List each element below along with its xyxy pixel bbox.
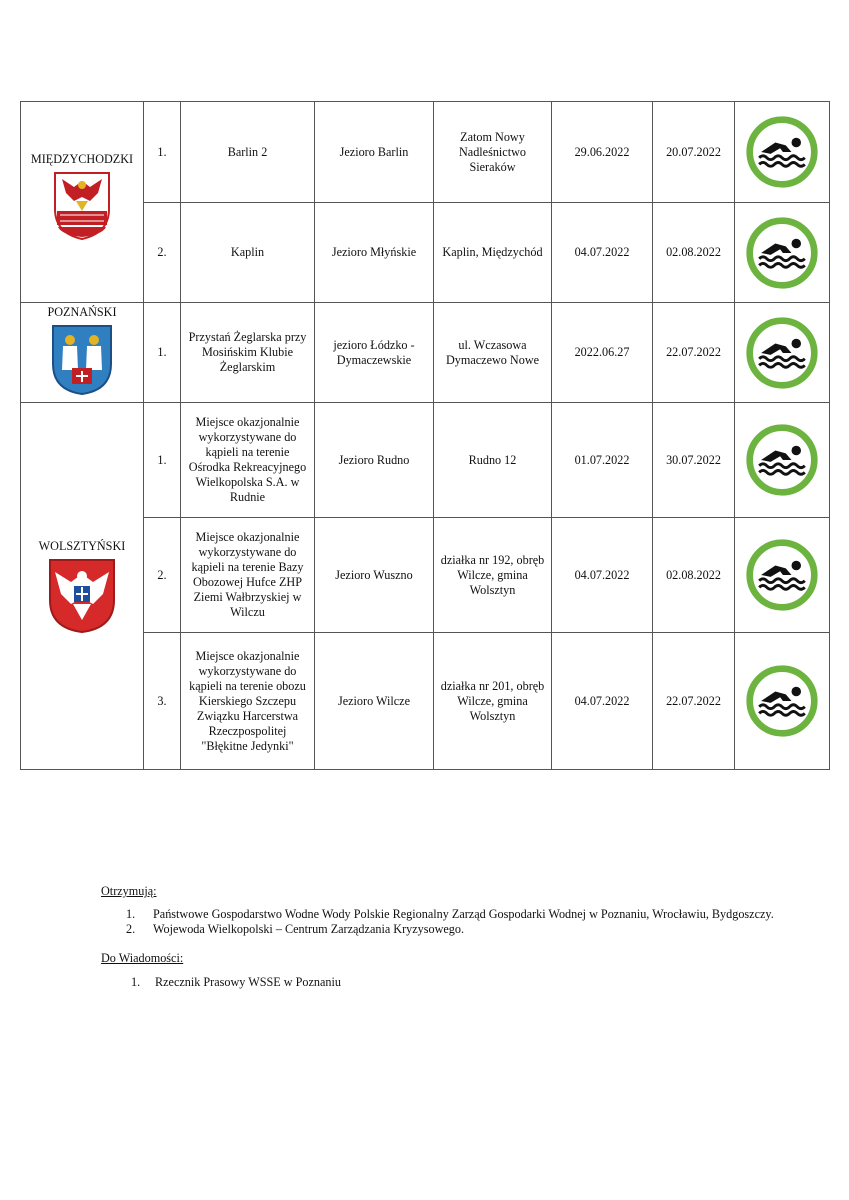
- row-number: 1.: [144, 403, 181, 518]
- row-number: 1.: [144, 102, 181, 203]
- poznan-county-coat-of-arms: [50, 324, 114, 396]
- swimming-sign-icon: [744, 422, 820, 498]
- recipients-heading: Otrzymują:: [101, 884, 157, 898]
- list-item: [101, 975, 781, 990]
- swimming-sign-icon: [744, 114, 820, 190]
- swimming-sign-cell: [735, 633, 830, 770]
- swimming-sign-icon: [744, 537, 820, 613]
- water-body: Jezioro Barlin: [315, 102, 434, 203]
- swimming-sign-cell: [735, 403, 830, 518]
- site-address: Kaplin, Międzychód: [434, 203, 552, 303]
- date-to: 02.08.2022: [653, 518, 735, 633]
- list-text: Wojewoda Wielkopolski – Centrum Zarządzania Kryzysowego.: [153, 922, 465, 936]
- date-to: 22.07.2022: [653, 303, 735, 403]
- district-name: MIĘDZYCHODZKI: [30, 152, 134, 166]
- date-to: 22.07.2022: [653, 633, 735, 770]
- wolsztyn-coat-of-arms: [47, 558, 117, 634]
- site-address: ul. Wczasowa Dymaczewo Nowe: [434, 303, 552, 403]
- district-name: POZNAŃSKI: [47, 305, 117, 319]
- swimming-sign-icon: [744, 663, 820, 739]
- list-text: Państwowe Gospodarstwo Wodne Wody Polskie Regionalny Zarząd Gospodarki Wodnej w Poznaniu, Wrocławiu, Bydgoszczy.: [153, 907, 774, 921]
- bathing-sites-table: [20, 101, 830, 770]
- distribution-list: [101, 884, 781, 990]
- table-row: [21, 303, 830, 403]
- district-cell: [21, 303, 144, 403]
- date-to: 30.07.2022: [653, 403, 735, 518]
- district-name: WOLSZTYŃSKI: [38, 539, 126, 553]
- date-from: 04.07.2022: [552, 633, 653, 770]
- list-number: 2.: [126, 922, 136, 936]
- list-number: 1.: [131, 975, 141, 989]
- swimming-sign-icon: [744, 315, 820, 391]
- table-row: [21, 403, 830, 518]
- date-from: 04.07.2022: [552, 203, 653, 303]
- row-number: 3.: [144, 633, 181, 770]
- site-address: Rudno 12: [434, 403, 552, 518]
- info-heading: Do Wiadomości:: [101, 951, 184, 965]
- district-cell: [21, 102, 144, 303]
- water-body: Jezioro Młyńskie: [315, 203, 434, 303]
- list-item: [101, 922, 781, 937]
- date-to: 20.07.2022: [653, 102, 735, 203]
- site-name: Przystań Żeglarska przy Mosińskim Klubie Żeglarskim: [181, 303, 315, 403]
- miedzychod-coat-of-arms: [52, 171, 112, 241]
- site-name: Miejsce okazjonalnie wykorzystywane do kąpieli na terenie obozu Kierskiego Szczepu Związku Harcerstwa Rzeczpospolitej "Błękitne Jedynki": [181, 633, 315, 770]
- list-text: Rzecznik Prasowy WSSE w Poznaniu: [155, 975, 341, 989]
- water-body: Jezioro Rudno: [315, 403, 434, 518]
- site-name: Miejsce okazjonalnie wykorzystywane do kąpieli na terenie Bazy Obozowej Hufce ZHP Ziemi Wałbrzyskiej w Wilczu: [181, 518, 315, 633]
- site-address: działka nr 201, obręb Wilcze, gmina Wolsztyn: [434, 633, 552, 770]
- site-address: Zatom Nowy Nadleśnictwo Sieraków: [434, 102, 552, 203]
- table-row: [21, 102, 830, 203]
- swimming-sign-cell: [735, 203, 830, 303]
- date-from: 29.06.2022: [552, 102, 653, 203]
- row-number: 2.: [144, 203, 181, 303]
- site-name: Miejsce okazjonalnie wykorzystywane do kąpieli na terenie Ośrodka Rekreacyjnego Wielkopolska S.A. w Rudnie: [181, 403, 315, 518]
- row-number: 1.: [144, 303, 181, 403]
- site-address: działka nr 192, obręb Wilcze, gmina Wolsztyn: [434, 518, 552, 633]
- swimming-sign-cell: [735, 102, 830, 203]
- site-name: Kaplin: [181, 203, 315, 303]
- swimming-sign-cell: [735, 518, 830, 633]
- water-body: Jezioro Wuszno: [315, 518, 434, 633]
- water-body: Jezioro Wilcze: [315, 633, 434, 770]
- date-to: 02.08.2022: [653, 203, 735, 303]
- recipients-list: [101, 907, 781, 937]
- swimming-sign-cell: [735, 303, 830, 403]
- water-body: jezioro Łódzko - Dymaczewskie: [315, 303, 434, 403]
- site-name: Barlin 2: [181, 102, 315, 203]
- list-number: 1.: [126, 907, 136, 921]
- list-item: [101, 907, 781, 922]
- date-from: 01.07.2022: [552, 403, 653, 518]
- row-number: 2.: [144, 518, 181, 633]
- date-from: 04.07.2022: [552, 518, 653, 633]
- district-cell: [21, 403, 144, 770]
- date-from: 2022.06.27: [552, 303, 653, 403]
- swimming-sign-icon: [744, 215, 820, 291]
